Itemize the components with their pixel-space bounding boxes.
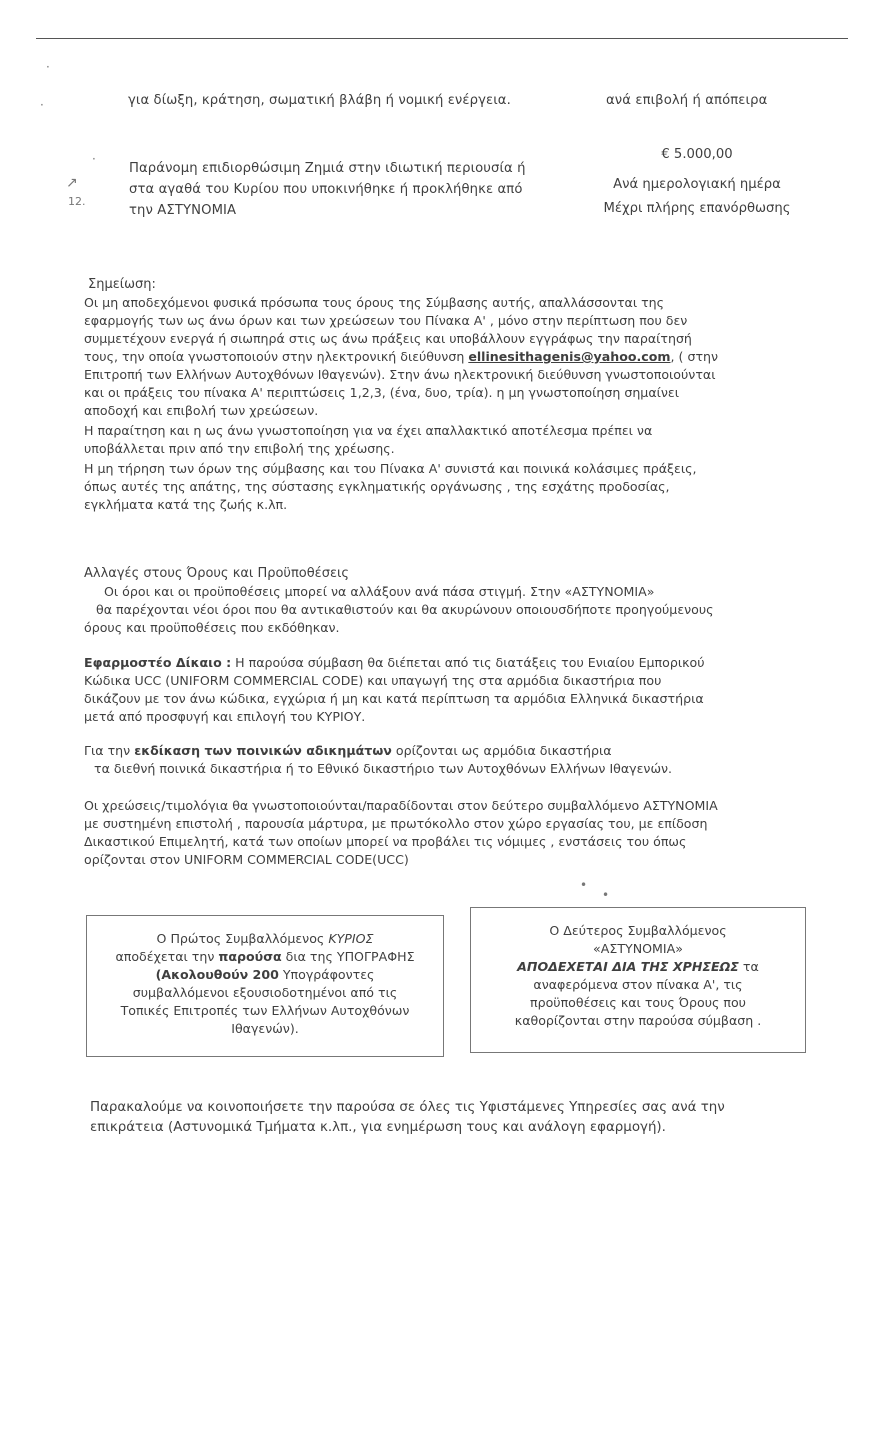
law-label: Εφαρμοστέο Δίκαιο : [84,655,232,670]
note-line: εγκλήματα κατά της ζωής κ.λπ. [84,497,288,512]
invoices-line: Οι χρεώσεις/τιμολόγια θα γνωστοποιούνται/παραδίδονται στον δεύτερο συμβαλλόμενο ΑΣΤΥΝΟΜΙΑ [84,798,718,813]
closing-line: Παρακαλούμε να κοινοποιήσετε την παρούσα σε όλες τις Υφιστάμενες Υπηρεσίες σας ανά την [90,1100,725,1115]
invoices-line: με συστημένη επιστολή , παρουσία μάρτυρα, με πρωτόκολλο στον χώρο εργασίας του, με επίδοση [84,816,708,831]
note-line: όπως αυτές της απάτης, της σύστασης εγκληματικής οργάνωσης , της εσχάτης προδοσίας, [84,479,670,494]
note-line: Η παραίτηση και η ως άνω γνωστοποίηση για να έχει απαλλακτικό αποτέλεσμα πρέπει να [84,423,653,438]
second-party-line: «ΑΣΤΥΝΟΜΙΑ» [593,941,683,956]
law-line: μετά από προσφυγή και επιλογή του ΚΥΡΙΟΥ. [84,709,366,724]
note-line: εφαρμογής των ως άνω όρων και των χρεώσεων του Πίνακα Α' , μόνο στην περίπτωση που δεν [84,313,688,328]
note-line: και οι πράξεις του πίνακα Α' περιπτώσεις 1,2,3, (ένα, δυο, τρία). η μη γνωστοποίηση σημαίνει [84,385,679,400]
changes-title: Αλλαγές στους Όρους και Προϋποθέσεις [84,566,350,581]
second-party-line: Ο Δεύτερος Συμβαλλόμενος [549,923,727,938]
second-party-line: καθορίζονται στην παρούσα σύμβαση . [514,1013,762,1028]
first-party-line: αποδέχεται την παρούσα δια της ΥΠΟΓΡΑΦΗΣ [115,949,415,964]
note-line: συμμετέχουν ενεργά ή σιωπηρά στις ως άνω πράξεις και υποβάλλουν εγγράφως την παραίτησή [84,331,692,346]
penalty-until: Μέχρι πλήρης επανόρθωσης [603,201,791,216]
row-description-line: Παράνομη επιδιορθώσιμη Ζημιά στην ιδιωτική περιουσία ή [129,161,526,176]
law-line: Κώδικα UCC (UNIFORM COMMERCIAL CODE) και υπαγωγή της στα αρμόδια δικαστήρια που [84,673,662,688]
invoices-line: ορίζονται στον UNIFORM COMMERCIAL CODE(UCC) [84,852,409,867]
note-section [84,276,804,514]
penalty-per: Ανά ημερολογιακή ημέρα [613,177,781,192]
row-description-line: την ΑΣΤΥΝΟΜΙΑ [129,203,237,218]
first-party-line: Ο Πρώτος Συμβαλλόμενος ΚΥΡΙΟΣ [156,931,374,946]
row-description [129,158,526,221]
email-address[interactable]: ellinesithagenis@yahoo.com [468,349,671,364]
closing-section [90,1098,725,1138]
penalty-amount: € 5.000,00 [661,147,733,162]
changes-line: θα παρέχονται νέοι όροι που θα αντικαθιστούν και θα ακυρώνουν οποιουσδήποτε προηγούμενους [96,602,714,617]
second-party-box [470,907,806,1053]
invoices-section [84,797,804,869]
row-number: 12. [68,195,86,208]
changes-line: Οι όροι και οι προϋποθέσεις μπορεί να αλλάξουν ανά πάσα στιγμή. Στην «ΑΣΤΥΝΟΜΙΑ» [104,584,655,599]
criminal-line: Για την εκδίκαση των ποινικών αδικημάτων ορίζονται ως αρμόδια δικαστήρια [84,743,612,758]
row-description-line: στα αγαθά του Κυρίου που υποκινήθηκε ή προκλήθηκε από [129,182,523,197]
note-line: τους, την οποία γνωστοποιούν στην ηλεκτρονική διεύθυνση ellinesithagenis@yahoo.com, ( στην [84,349,719,364]
changes-line: όρους και προϋποθέσεις που εκδόθηκαν. [84,620,340,635]
first-party-line: Ιθαγενών). [231,1021,299,1036]
top-rule [36,38,848,39]
scan-speck: · [46,60,50,74]
first-party-line: συμβαλλόμενοι εξουσιοδοτημένοι από τις [132,985,398,1000]
second-party-line: ΑΠΟΔΕΧΕΤΑΙ ΔΙΑ ΤΗΣ ΧΡΗΣΕΩΣ τα [517,959,759,974]
row-penalty: ανά επιβολή ή απόπειρα [606,93,768,108]
note-line: υποβάλλεται πριν από την επιβολή της χρέωσης. [84,441,395,456]
note-line: Επιτροπή των Ελλήνων Αυτοχθόνων Ιθαγενών). Στην άνω ηλεκτρονική διεύθυνση γνωστοποιούνται [84,367,716,382]
law-line: Εφαρμοστέο Δίκαιο : Η παρούσα σύμβαση θα διέπεται από τις διατάξεις του Ενιαίου Εμπορικού [84,655,705,670]
second-party-line: αναφερόμενα στον πίνακα Α', τις [533,977,743,992]
law-line: δικάζουν με τον άνω κώδικα, εγχώρια ή μη και κατά περίπτωση τα αρμόδια Ελληνικά δικαστήρια [84,691,704,706]
criminal-line: τα διεθνή ποινικά δικαστήρια ή το Εθνικό δικαστήριο των Αυτοχθόνων Ελλήνων Ιθαγενών. [94,761,673,776]
first-party-line: (Ακολουθούν 200 Υπογράφοντες [155,967,375,982]
first-party-line: Τοπικές Επιτροπές των Ελλήνων Αυτοχθόνων [120,1003,410,1018]
row-penalty-block [590,144,804,220]
row-text: για δίωξη, κράτηση, σωματική βλάβη ή νομική ενέργεια. [128,93,511,108]
scan-speck: • [580,878,588,892]
scan-speck: · [92,152,96,166]
law-section [84,654,804,726]
invoices-line: Δικαστικού Επιμελητή, κατά των οποίων μπορεί να προβάλει τις νόμιμες , ενστάσεις του όπως [84,834,687,849]
note-line: Οι μη αποδεχόμενοι φυσικά πρόσωπα τους όρους της Σύμβασης αυτής, απαλλάσσονται της [84,295,665,310]
note-title: Σημείωση: [88,277,156,292]
scan-speck: · [40,98,44,112]
second-party-line: προϋποθέσεις και τους Όρους που [530,995,746,1010]
criminal-section [84,742,804,778]
scan-speck: ↗ [66,175,78,191]
note-line: Η μη τήρηση των όρων της σύμβασης και του Πίνακα Α' συνιστά και ποινικά κολάσιμες πράξεις, [84,461,697,476]
scan-speck: • [602,888,610,902]
note-line: αποδοχή και επιβολή των χρεώσεων. [84,403,319,418]
first-party-box [86,915,444,1057]
closing-line: επικράτεια (Αστυνομικά Τμήματα κ.λπ., για ενημέρωση τους και ανάλογη εφαρμογή). [90,1120,666,1135]
changes-section [84,565,804,637]
